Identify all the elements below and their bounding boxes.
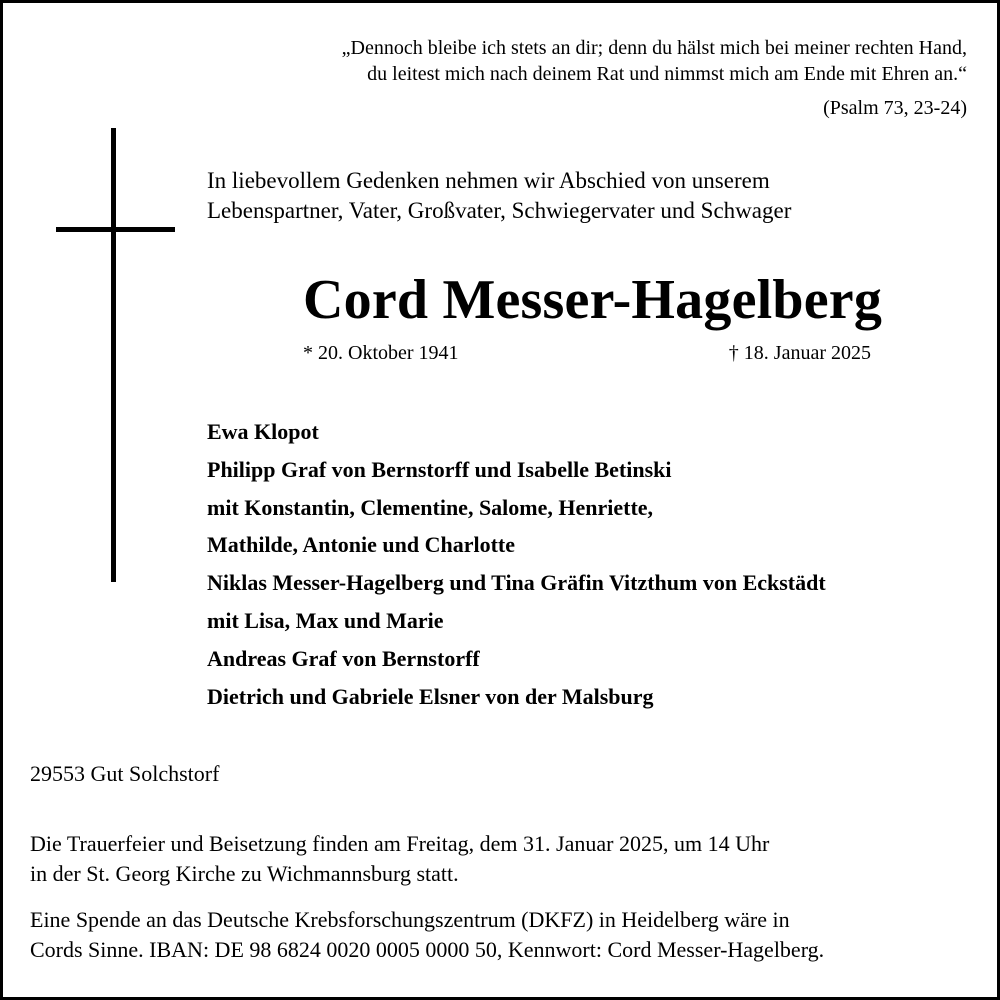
funeral-line-2: in der St. Georg Kirche zu Wichmannsburg statt. bbox=[30, 861, 459, 886]
mourner-line: mit Lisa, Max und Marie bbox=[207, 607, 444, 633]
deceased-name: Cord Messer-Hagelberg bbox=[303, 269, 883, 331]
funeral-line-1: Die Trauerfeier und Beisetzung finden am Freitag, dem 31. Januar 2025, um 14 Uhr bbox=[30, 831, 770, 856]
mourner-line: Ewa Klopot bbox=[207, 419, 319, 444]
address: 29553 Gut Solchstorf bbox=[30, 761, 220, 786]
mourner-line: Dietrich und Gabriele Elsner von der Malsburg bbox=[207, 683, 654, 709]
birth-date: * 20. Oktober 1941 bbox=[303, 342, 459, 364]
donation-line-2: Cords Sinne. IBAN: DE 98 6824 0020 0005 0000 50, Kennwort: Cord Messer-Hagelberg. bbox=[30, 937, 825, 962]
psalm-quote-line-1: „Dennoch bleibe ich stets an dir; denn du hälst mich bei meiner rechten Hand, bbox=[341, 37, 967, 59]
funeral-info bbox=[30, 829, 769, 889]
mourner-line: Philipp Graf von Bernstorff und Isabelle Betinski bbox=[207, 456, 672, 482]
death-date: † 18. Januar 2025 bbox=[728, 342, 871, 364]
intro-text bbox=[207, 166, 791, 226]
intro-line-2: Lebenspartner, Vater, Großvater, Schwiegervater und Schwager bbox=[207, 198, 792, 223]
mourner-line: Mathilde, Antonie und Charlotte bbox=[207, 532, 516, 558]
cross-icon bbox=[111, 128, 116, 582]
intro-line-1: In liebevollem Gedenken nehmen wir Abschied von unserem bbox=[207, 168, 770, 193]
mourner-line: Niklas Messer-Hagelberg und Tina Gräfin Vitzthum von Eckstädt bbox=[207, 570, 826, 596]
cross-icon-bar bbox=[56, 227, 175, 232]
psalm-quote-line-2: du leitest mich nach deinem Rat und nimmst mich am Ende mit Ehren an.“ bbox=[367, 63, 967, 85]
donation-line-1: Eine Spende an das Deutsche Krebsforschungszentrum (DKFZ) in Heidelberg wäre in bbox=[30, 907, 790, 932]
mourner-line: Andreas Graf von Bernstorff bbox=[207, 645, 480, 671]
mourner-line: mit Konstantin, Clementine, Salome, Henriette, bbox=[207, 494, 654, 520]
donation-info bbox=[30, 905, 824, 965]
mourners-list bbox=[207, 413, 826, 715]
psalm-source: (Psalm 73, 23-24) bbox=[823, 97, 967, 119]
